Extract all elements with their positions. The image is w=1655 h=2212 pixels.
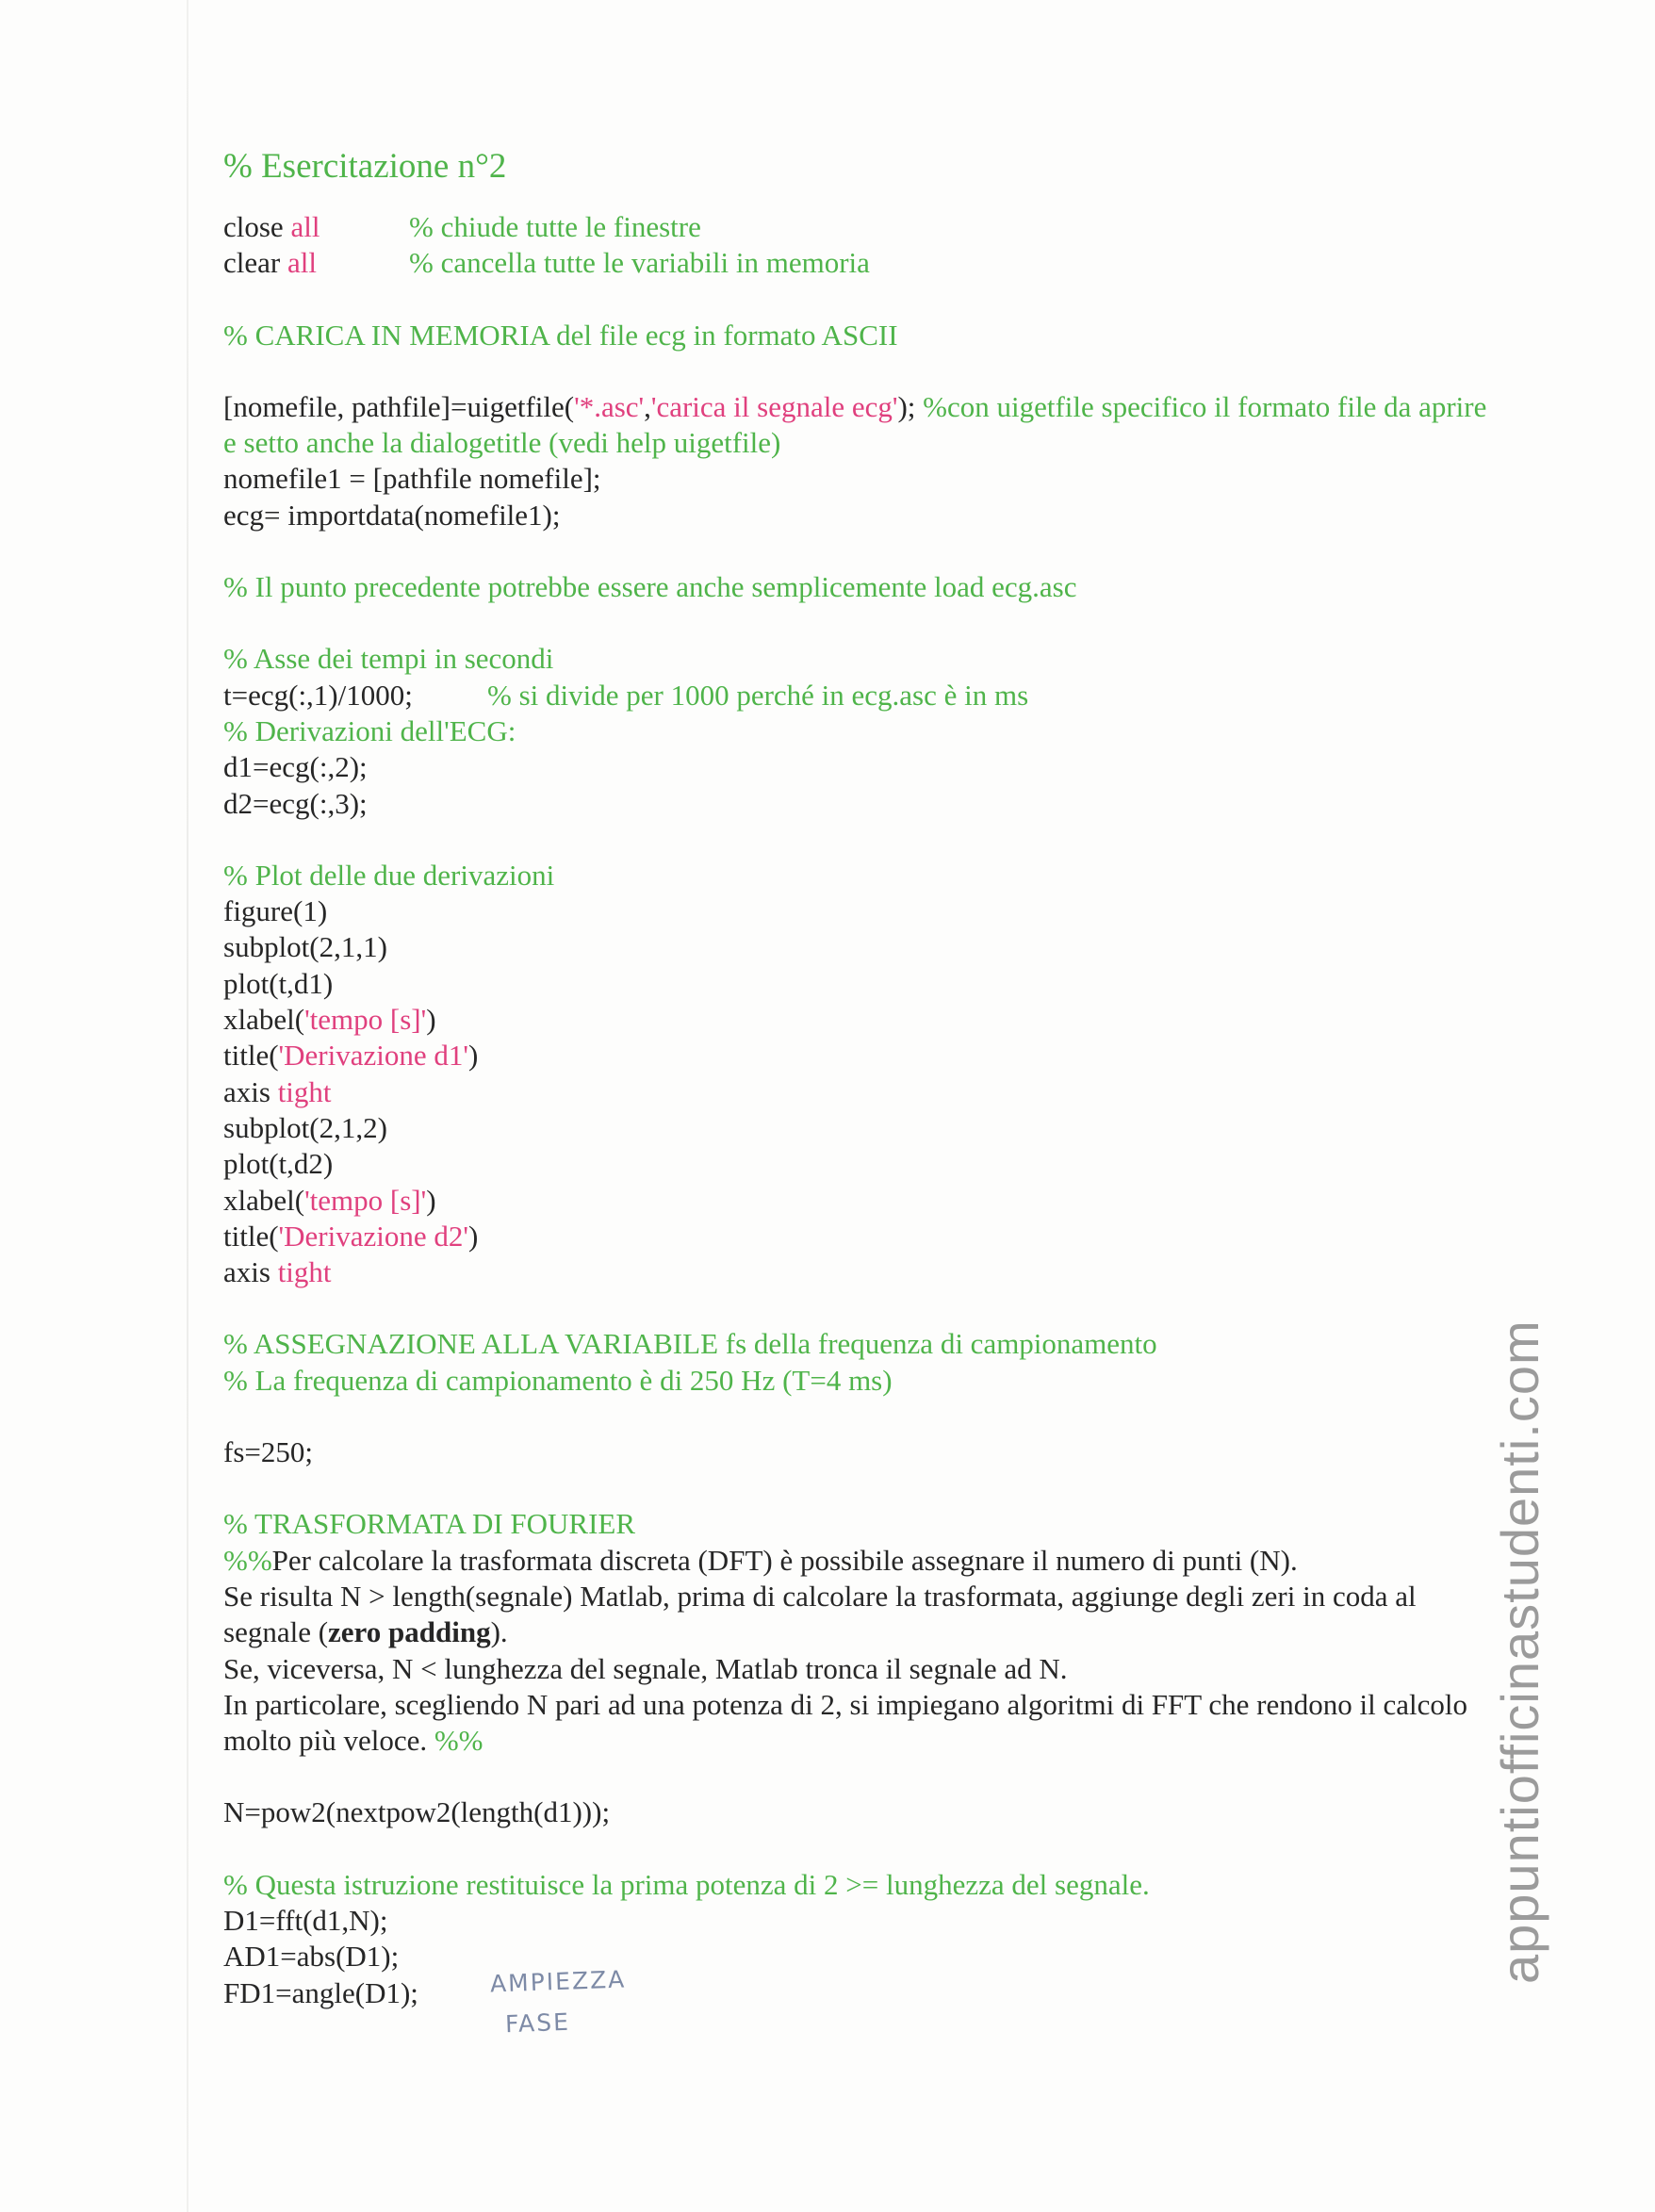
- code-text: ): [426, 1183, 436, 1217]
- code-line-title1: [223, 1038, 1505, 1073]
- comment-load: % CARICA IN MEMORIA del file ecg in formato ASCII: [223, 318, 898, 352]
- code-text: );: [897, 389, 924, 423]
- code-text: xlabel(: [223, 1003, 305, 1037]
- comment-derivations: % Derivazioni dell'ECG:: [223, 713, 516, 747]
- cell-marker: %%: [223, 1543, 272, 1577]
- code-line-d2: d2=ecg(:,3);: [223, 786, 368, 820]
- code-text: xlabel(: [223, 1183, 305, 1217]
- keyword: all: [290, 210, 320, 243]
- handwritten-note-fase: FASE: [504, 2007, 571, 2039]
- comment-pow2: % Questa istruzione restituisce la prima potenza di 2 >= lunghezza del segnale.: [223, 1867, 1150, 1901]
- document-body: [223, 145, 1505, 2011]
- string-literal: '*.asc': [574, 389, 645, 423]
- code-line-fs: fs=250;: [223, 1435, 313, 1469]
- comment-load-note: % Il punto precedente potrebbe essere anche semplicemente load ecg.asc: [223, 570, 1077, 604]
- code-line-angle: FD1=angle(D1);: [223, 1975, 418, 2009]
- code-line-d1: d1=ecg(:,2);: [223, 750, 368, 784]
- code-line-axis1: [223, 1074, 1505, 1110]
- code-line-fft: D1=fft(d1,N);: [223, 1903, 388, 1937]
- comment: % si divide per 1000 perché in ecg.asc è in ms: [487, 678, 1029, 712]
- code-line-axis2: [223, 1254, 1505, 1290]
- code-text: ,: [644, 389, 651, 423]
- comment-fourier: % TRASFORMATA DI FOURIER: [223, 1507, 636, 1541]
- keyword: all: [287, 246, 317, 280]
- code-text: axis: [223, 1255, 278, 1289]
- code-line-plot2: plot(t,d2): [223, 1147, 334, 1181]
- code-text: ): [467, 1039, 479, 1073]
- paragraph-line: ).: [490, 1615, 508, 1649]
- code-line-abs: AD1=abs(D1);: [223, 1940, 400, 1974]
- paragraph-line: Se risulta N > length(segnale) Matlab, prima di calcolare la trasformata, aggiunge degli zeri in coda al segnale (: [223, 1579, 1417, 1649]
- comment-plot: % Plot delle due derivazioni: [223, 858, 555, 892]
- page-title: % Esercitazione n°2: [223, 147, 507, 186]
- comment: % chiude tutte le finestre: [409, 210, 701, 243]
- handwritten-note-ampiezza: AMPIEZZA: [489, 1965, 627, 1998]
- comment-time-axis: % Asse dei tempi in secondi: [223, 642, 554, 676]
- comment: % cancella tutte le variabili in memoria: [409, 246, 870, 280]
- string-literal: 'Derivazione d2': [278, 1219, 468, 1253]
- comment-fs-1: % ASSEGNAZIONE ALLA VARIABILE fs della frequenza di campionamento: [223, 1327, 1157, 1361]
- code-line-nfft: N=pow2(nextpow2(length(d1)));: [223, 1795, 611, 1829]
- cell-marker: %%: [434, 1724, 483, 1758]
- watermark-text: appuntiofficinastudenti.com: [1490, 1319, 1549, 1984]
- paragraph-dft: [223, 1543, 1505, 1760]
- code-line-subplot2: subplot(2,1,2): [223, 1110, 387, 1144]
- code-line-figure: figure(1): [223, 894, 328, 928]
- code-text: ): [467, 1219, 479, 1253]
- comment: %con uigetfile specifico il formato file da aprire e setto anche la dialogetitle (vedi help uigetfile): [223, 389, 1487, 460]
- code-line-xlabel1: [223, 1002, 1505, 1038]
- code-line-close: [223, 209, 1505, 245]
- comment-fs-2: % La frequenza di campionamento è di 250 Hz (T=4 ms): [223, 1363, 893, 1397]
- code-line-uigetfile: [223, 389, 1505, 462]
- string-literal: 'carica il segnale ecg': [650, 389, 898, 423]
- string-literal: 'Derivazione d1': [278, 1039, 468, 1073]
- keyword: tight: [277, 1074, 332, 1108]
- code-text: title(: [223, 1219, 279, 1253]
- code-text: [nomefile, pathfile]=uigetfile(: [223, 389, 575, 423]
- string-literal: 'tempo [s]': [304, 1183, 427, 1217]
- code-line-subplot1: subplot(2,1,1): [223, 930, 387, 964]
- code-text: ): [426, 1003, 436, 1037]
- code-line-plot1: plot(t,d1): [223, 966, 334, 1000]
- paragraph-line: In particolare, scegliendo N pari ad una potenza di 2, si impiegano algoritmi di FFT che rendono il calcolo molto più veloce.: [223, 1687, 1467, 1758]
- paragraph-line: Per calcolare la trasformata discreta (DFT) è possibile assegnare il numero di punti (N).: [271, 1543, 1298, 1577]
- code-text: t=ecg(:,1)/1000;: [223, 678, 413, 712]
- keyword: tight: [277, 1255, 332, 1289]
- code-line-title2: [223, 1219, 1505, 1254]
- string-literal: 'tempo [s]': [304, 1003, 427, 1037]
- code-text: clear: [223, 246, 287, 280]
- code-line-xlabel2: [223, 1183, 1505, 1219]
- code-line-time: [223, 678, 1505, 713]
- paragraph-line: Se, viceversa, N < lunghezza del segnale, Matlab tronca il segnale ad N.: [223, 1651, 1068, 1685]
- scan-page-edge: [187, 0, 188, 2212]
- code-line-clear: [223, 245, 1505, 281]
- code-text: close: [223, 210, 291, 243]
- code-line-nomefile1: nomefile1 = [pathfile nomefile];: [223, 462, 601, 496]
- code-line-importdata: ecg= importdata(nomefile1);: [223, 498, 561, 532]
- code-text: axis: [223, 1074, 278, 1108]
- code-text: title(: [223, 1039, 279, 1073]
- bold-term: zero padding: [328, 1615, 491, 1649]
